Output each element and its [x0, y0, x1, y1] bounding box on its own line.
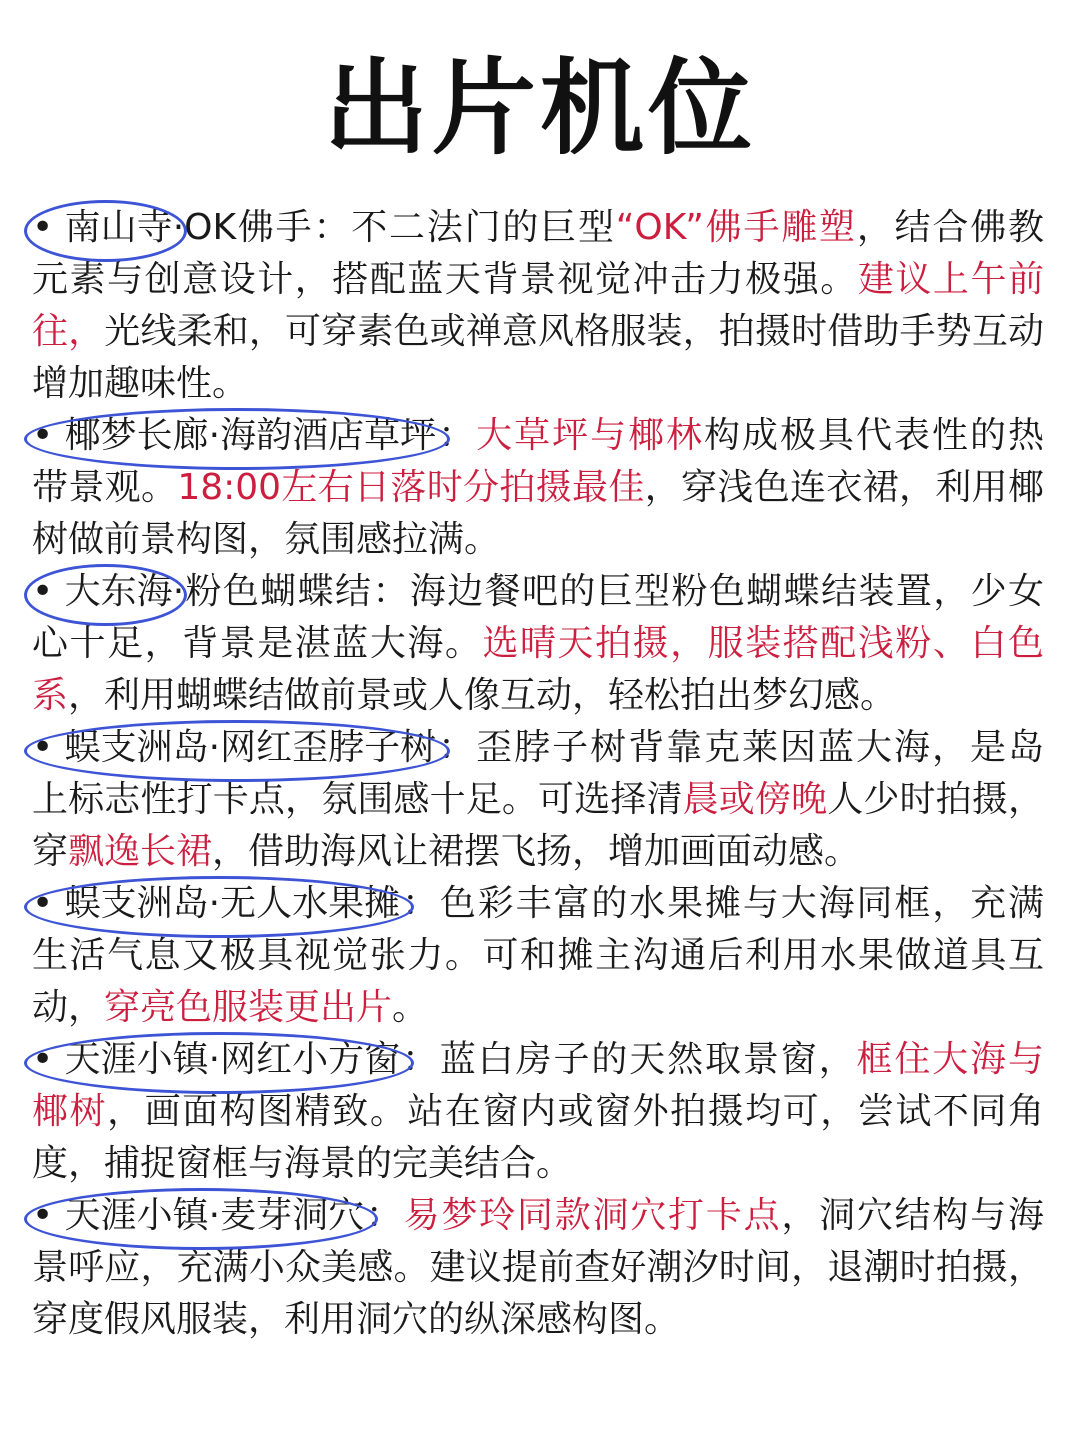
desc-text: ，画面构图精致。站在窗内或窗外拍摄均可，尝试不同角度，捕捉窗框与海景的完美结合。	[32, 1091, 1044, 1184]
entry-nanshan	[32, 202, 1044, 410]
spot-name-circled	[32, 878, 400, 930]
desc-text: ：	[436, 415, 477, 456]
desc-text: ：	[364, 1195, 404, 1236]
desc-text: ，借助海风让裙摆飞扬，增加画面动感。	[212, 831, 861, 872]
highlight-text: 18:00左右日落时分拍摄最佳	[177, 467, 645, 508]
spot-name-circled	[32, 722, 436, 774]
desc-text: 光线柔和，可穿素色或禅意风格服装，拍摄时借助手势互动增加趣味性。	[32, 311, 1044, 404]
spot-name: • 蜈支洲岛·无人水果摊	[32, 883, 401, 924]
entry-tianya-cave	[32, 1190, 1044, 1346]
spot-name-circled	[32, 410, 436, 462]
desc-text: ：色彩丰富的水果摊与大海同框，充满生活气息又极具视觉张力。可和摊主沟通后利用水果做道具互动，	[32, 883, 1044, 1028]
highlight-text: 飘逸长裙	[68, 831, 213, 872]
desc-text: ·粉色蝴蝶结：海边餐吧的巨型粉色蝴蝶结装置，少女心十足，背景是湛蓝大海。	[32, 571, 1044, 664]
spot-name: • 南山寺	[32, 207, 173, 248]
desc-text: ，结合佛教元素与创意设计，搭配蓝天背景视觉冲击力极强。	[32, 207, 1044, 300]
desc-text: 。	[392, 987, 429, 1028]
desc-text: ：歪脖子树背靠克莱因蓝大海，是岛上标志性打卡点，氛围感十足。可选择清	[32, 727, 1044, 820]
spot-name-circled	[32, 1034, 400, 1086]
entry-yemeng	[32, 410, 1044, 566]
highlight-text: 选晴天拍摄，服装搭配浅粉、白色系	[32, 623, 1044, 716]
spot-name-circled	[32, 566, 173, 618]
spot-name: • 天涯小镇·网红小方窗	[32, 1039, 401, 1080]
entry-wuzhizhou-tree	[32, 722, 1044, 878]
spot-name: • 蜈支洲岛·网红歪脖子树	[32, 727, 437, 768]
entry-wuzhizhou-fruit	[32, 878, 1044, 1034]
entry-tianya-window	[32, 1034, 1044, 1190]
spot-name: • 大东海	[32, 571, 173, 612]
spot-list	[32, 202, 1044, 1346]
highlight-text: 晨或傍晚	[682, 779, 828, 820]
highlight-text: 易梦玲同款洞穴打卡点	[403, 1195, 782, 1236]
spot-name-circled	[32, 1190, 364, 1242]
desc-text: 人少时拍摄，穿	[32, 779, 1044, 872]
highlight-text: 大草坪与椰林	[476, 415, 705, 456]
highlight-text: 穿亮色服装更出片	[104, 987, 393, 1028]
desc-text: ·OK佛手：不二法门的巨型	[172, 207, 616, 248]
entry-dadonghai	[32, 566, 1044, 722]
page-title: 出片机位	[323, 47, 756, 169]
desc-text: ：蓝白房子的天然取景窗，	[400, 1039, 857, 1080]
spot-name: • 天涯小镇·麦芽洞穴	[32, 1195, 365, 1236]
spot-name-circled	[32, 202, 173, 254]
desc-text: 构成极具代表性的热带景观。	[32, 415, 1044, 508]
spot-name: • 椰梦长廊·海韵酒店草坪	[32, 415, 437, 456]
desc-text: ，利用蝴蝶结做前景或人像互动，轻松拍出梦幻感。	[68, 675, 897, 716]
desc-text: ，洞穴结构与海景呼应，充满小众美感。建议提前查好潮汐时间，退潮时拍摄，穿度假风服装，利用洞穴的纵深感构图。	[32, 1195, 1044, 1340]
highlight-text: “OK”佛手雕塑	[615, 207, 857, 248]
desc-text: ，穿浅色连衣裙，利用椰树做前景构图，氛围感拉满。	[32, 467, 1044, 560]
highlight-text: 建议上午前往，	[32, 259, 1044, 352]
highlight-text: 框住大海与椰树	[32, 1039, 1044, 1132]
